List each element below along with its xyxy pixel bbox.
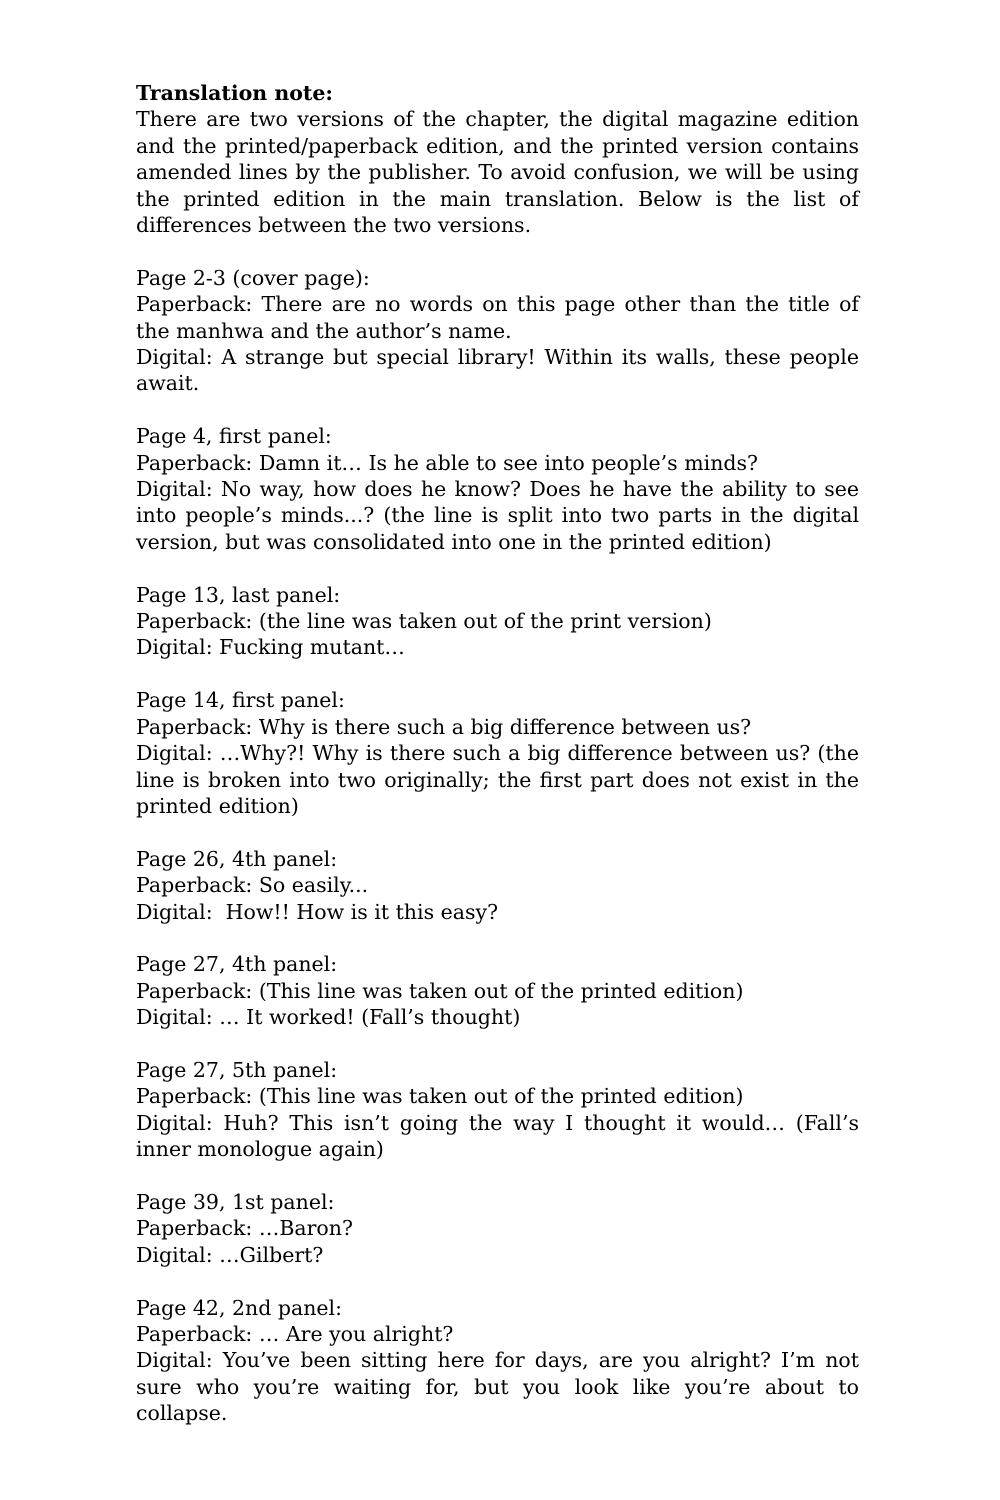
entry-paperback-line: Paperback: (This line was taken out of the printed edition) xyxy=(136,1084,744,1109)
diff-entry-page-13 xyxy=(136,582,859,661)
diff-entry-page-39 xyxy=(136,1189,859,1268)
entry-page-label: Page 27, 5th panel: xyxy=(136,1057,338,1082)
entry-page-label: Page 42, 2nd panel: xyxy=(136,1295,343,1320)
note-title: Translation note: xyxy=(136,81,333,105)
entry-page-label: Page 26, 4th panel: xyxy=(136,846,338,871)
entry-page-label: Page 4, first panel: xyxy=(136,424,332,449)
entry-paperback-line: Paperback: (This line was taken out of the printed edition) xyxy=(136,978,744,1003)
diff-entry-page-26 xyxy=(136,846,859,925)
note-intro: There are two versions of the chapter, the digital magazine edition and the printed/paperback edition, and the printed version contains amended lines by the publisher. To avoid confusion, we will be using the printed edition in the main translation. Below is the list of differences between the two versions. xyxy=(136,107,859,238)
entry-paperback-line: Paperback: (the line was taken out of the print version) xyxy=(136,609,712,634)
entry-page-label: Page 14, first panel: xyxy=(136,688,345,713)
entry-paperback-line: Paperback: Why is there such a big difference between us? xyxy=(136,714,752,739)
diff-entry-page-27-panel-5 xyxy=(136,1057,859,1163)
entry-paperback-line: Paperback: There are no words on this page other than the title of the manhwa and the author’s name. xyxy=(136,292,859,343)
entry-digital-line: Digital: You’ve been sitting here for days, are you alright? I’m not sure who you’re waiting for, but you look like you’re about to collapse. xyxy=(136,1348,859,1426)
diff-entry-page-42 xyxy=(136,1295,859,1427)
entry-digital-line: Digital: … It worked! (Fall’s thought) xyxy=(136,1005,521,1030)
diff-entry-page-14 xyxy=(136,687,859,819)
entry-paperback-line: Paperback: Damn it… Is he able to see into people’s minds? xyxy=(136,450,759,475)
entry-page-label: Page 39, 1st panel: xyxy=(136,1189,335,1214)
entry-digital-line: Digital: A strange but special library! Within its walls, these people await. xyxy=(136,345,859,396)
entry-page-label: Page 13, last panel: xyxy=(136,582,341,607)
entry-paperback-line: Paperback: …Baron? xyxy=(136,1216,353,1241)
entry-digital-line: Digital: …Why?! Why is there such a big difference between us? (the line is broken into two originally; the first part does not exist in the printed edition) xyxy=(136,741,859,818)
entry-paperback-line: Paperback: … Are you alright? xyxy=(136,1321,454,1346)
diff-entry-page-27-panel-4 xyxy=(136,951,859,1030)
entry-page-label: Page 27, 4th panel: xyxy=(136,952,338,977)
entry-digital-line: Digital: Fucking mutant… xyxy=(136,635,405,660)
entry-digital-line: Digital: …Gilbert? xyxy=(136,1242,324,1267)
diff-entry-page-2-3 xyxy=(136,265,859,397)
entry-paperback-line: Paperback: So easily... xyxy=(136,873,369,898)
entry-digital-line: Digital: Huh? This isn’t going the way I thought it would… (Fall’s inner monologue again) xyxy=(136,1110,859,1162)
entry-page-label: Page 2-3 (cover page): xyxy=(136,265,370,290)
entry-digital-line: Digital: No way, how does he know? Does he have the ability to see into people’s minds...? (the line is split into two parts in the digital version, but was consolidated into one in the printed edition) xyxy=(136,477,859,554)
entry-digital-line: Digital: How!! How is it this easy? xyxy=(136,899,499,924)
document-page xyxy=(136,80,859,1427)
diff-entry-page-4 xyxy=(136,423,859,555)
